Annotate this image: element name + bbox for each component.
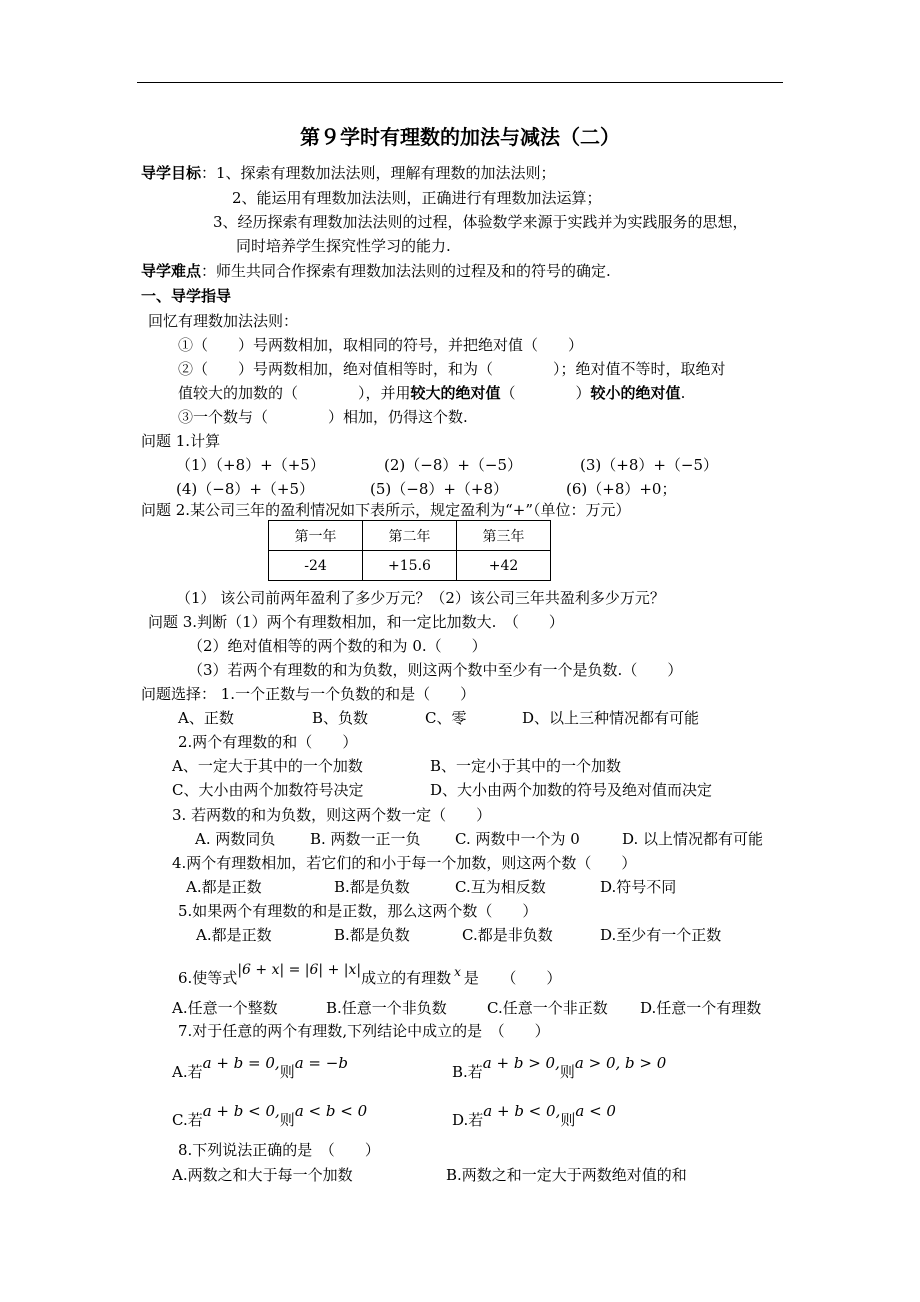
choice-3-option-c: C. 两数中一个为 0 <box>455 830 580 848</box>
choice-4-stem: 4.两个有理数相加，若它们的和小于每一个加数，则这两个数（ ） <box>172 854 637 872</box>
choice-1-stem: 问题选择： 1.一个正数与一个负数的和是（ ） <box>141 685 476 703</box>
choice-6-option-c: C.任意一个非正数 <box>487 999 608 1017</box>
choice-5-option-c: C.都是非负数 <box>462 926 553 944</box>
choice-8-stem: 8.下列说法正确的是 （ ） <box>178 1141 380 1159</box>
choice-3-option-b: B. 两数一正一负 <box>310 830 421 848</box>
recall-heading: 回忆有理数加法法则： <box>148 312 299 330</box>
equation-formula: |6 + x| = |6| + |x| <box>237 962 362 978</box>
table-header-cell: 第三年 <box>457 521 551 551</box>
choice-7-stem: 7.对于任意的两个有理数,下列结论中成立的是 （ ） <box>178 1022 550 1040</box>
choice-4-option-c: C.互为相反数 <box>455 878 546 896</box>
choice-8-option-a: A.两数之和大于每一个加数 <box>172 1166 353 1184</box>
choice-2-option-a: A、一定大于其中的一个加数 <box>172 757 363 775</box>
problem-1-item-3: (3)（+8）+（−5） <box>580 456 719 474</box>
choice-7-option-b: B.若a + b > 0,则a > 0, b > 0 <box>452 1054 667 1081</box>
choice-5-option-a: A.都是正数 <box>196 926 272 944</box>
table-cell: -24 <box>269 551 363 581</box>
recall-rule-1: ①（ ）号两数相加，取相同的符号，并把绝对值（ ） <box>178 336 584 354</box>
table-cell: +42 <box>457 551 551 581</box>
difficulty-line: 导学难点：师生共同合作探索有理数加法法则的过程及和的符号的确定. <box>141 262 611 280</box>
choice-8-option-b: B.两数之和一定大于两数绝对值的和 <box>446 1166 687 1184</box>
choice-5-option-d: D.至少有一个正数 <box>600 926 722 944</box>
choice-1-option-c: C、零 <box>425 709 467 727</box>
problem-3-item-2: （2）绝对值相等的两个数的和为 0.（ ） <box>188 637 487 655</box>
choice-3-option-a: A. 两数同负 <box>195 830 276 848</box>
problem-2-questions: （1） 该公司前两年盈利了多少万元？（2）该公司三年共盈利多少万元？ <box>176 589 665 607</box>
goal-line-3b: 同时培养学生探究性学习的能力. <box>236 237 451 255</box>
problem-1-item-6: (6)（+8）+0； <box>566 480 677 498</box>
problem-1-heading: 问题 1.计算 <box>141 432 221 450</box>
variable-x: x <box>454 965 461 979</box>
choice-1-option-a: A、正数 <box>178 709 234 727</box>
recall-rule-2-cont: 值较大的加数的（ ），并用较大的绝对值（ ）较小的绝对值. <box>178 384 686 402</box>
goal-line-2: 2、能运用有理数加法法则，正确进行有理数加法运算； <box>232 189 602 207</box>
choice-6-option-d: D.任意一个有理数 <box>640 999 762 1017</box>
choice-6-option-a: A.任意一个整数 <box>172 999 278 1017</box>
difficulty-label: 导学难点 <box>141 262 202 280</box>
problem-1-item-4: (4)（−8）+（+5） <box>176 480 315 498</box>
problem-2-heading: 问题 2.某公司三年的盈利情况如下表所示，规定盈利为“+”（单位：万元） <box>141 501 631 519</box>
problem-1-item-1: （1）（+8）+（+5） <box>176 456 325 474</box>
choice-2-option-b: B、一定小于其中的一个加数 <box>430 757 622 775</box>
table-header-cell: 第二年 <box>363 521 457 551</box>
choice-4-option-d: D.符号不同 <box>600 878 677 896</box>
choice-3-option-d: D. 以上情况都有可能 <box>622 830 764 848</box>
goal-line-1: 导学目标：1、探索有理数加法法则，理解有理数的加法法则； <box>141 164 556 182</box>
problem-1-item-2: (2)（−8）+（−5） <box>384 456 523 474</box>
choice-7-option-d: D.若a + b < 0,则a < 0 <box>452 1102 616 1129</box>
table-header-row <box>269 521 551 551</box>
header-rule <box>137 82 783 83</box>
choice-3-stem: 3. 若两数的和为负数，则这两个数一定（ ） <box>172 806 492 824</box>
table-row <box>269 551 551 581</box>
problem-3-item-3: （3）若两个有理数的和为负数，则这两个数中至少有一个是负数.（ ） <box>188 661 683 679</box>
recall-rule-3: ③一个数与（ ）相加，仍得这个数. <box>178 408 468 426</box>
choice-2-option-c: C、大小由两个加数符号决定 <box>172 781 364 799</box>
choice-2-option-d: D、大小由两个加数的符号及绝对值而决定 <box>430 781 713 799</box>
problem-3-heading: 问题 3.判断（1）两个有理数相加，和一定比加数大. （ ） <box>148 613 564 631</box>
choice-5-option-b: B.都是负数 <box>334 926 410 944</box>
choice-2-stem: 2.两个有理数的和（ ） <box>178 733 358 751</box>
section-heading: 一、导学指导 <box>141 287 232 305</box>
choice-7-option-a: A.若a + b = 0,则a = −b <box>172 1054 348 1081</box>
table-header-cell: 第一年 <box>269 521 363 551</box>
problem-1-item-5: (5)（−8）+（+8） <box>370 480 509 498</box>
profit-table <box>268 520 551 581</box>
goal-line-3a: 3、经历探索有理数加法法则的过程，体验数学来源于实践并为实践服务的思想， <box>213 213 748 231</box>
table-cell: +15.6 <box>363 551 457 581</box>
choice-1-option-b: B、负数 <box>312 709 369 727</box>
choice-5-stem: 5.如果两个有理数的和是正数，那么这两个数（ ） <box>178 902 538 920</box>
goals-label: 导学目标 <box>141 164 202 182</box>
page-title: 第９学时有理数的加法与减法（二） <box>300 125 620 149</box>
choice-6-stem: 6.使等式|6 + x| = |6| + |x|成立的有理数 $^x$ 是 （ ） <box>178 962 562 987</box>
choice-6-option-b: B.任意一个非负数 <box>326 999 447 1017</box>
choice-7-option-c: C.若a + b < 0,则a < b < 0 <box>172 1102 368 1129</box>
choice-4-option-a: A.都是正数 <box>186 878 262 896</box>
recall-rule-2: ②（ ）号两数相加，绝对值相等时，和为（ ）；绝对值不等时，取绝对 <box>178 360 726 378</box>
choice-4-option-b: B.都是负数 <box>334 878 410 896</box>
choice-1-option-d: D、以上三种情况都有可能 <box>522 709 700 727</box>
